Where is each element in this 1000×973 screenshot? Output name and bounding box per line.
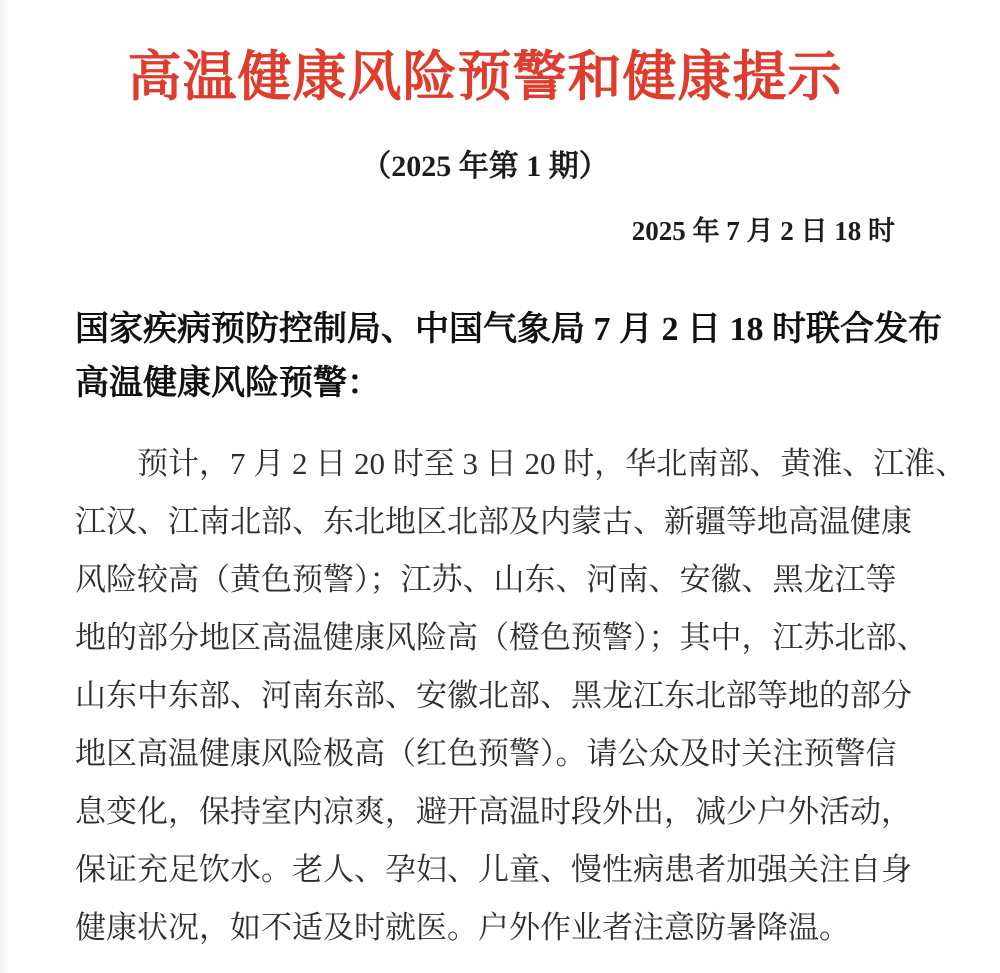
body-line: 保证充足饮水。老人、孕妇、儿童、慢性病患者加强关注自身 xyxy=(75,852,912,887)
heading-line: 高温健康风险预警： xyxy=(75,365,381,402)
issue-number: （2025 年第 1 期） xyxy=(361,150,609,183)
body-line: 江汉、江南北部、东北地区北部及内蒙古、新疆等地高温健康 xyxy=(75,504,912,539)
body-paragraph xyxy=(75,435,967,957)
body-line: 山东中东部、河南东部、安徽北部、黑龙江东北部等地的部分 xyxy=(75,678,912,713)
body-line: 地的部分地区高温健康风险高（橙色预警）；其中，江苏北部、 xyxy=(75,620,928,655)
announcement-heading xyxy=(75,303,942,411)
document-title: 高温健康风险预警和健康提示 xyxy=(127,47,843,107)
body-line: 地区高温健康风险极高（红色预警）。请公众及时关注预警信 xyxy=(75,736,897,771)
body-line: 健康状况，如不适及时就医。户外作业者注意防暑降温。 xyxy=(75,910,850,945)
body-line: 息变化，保持室内凉爽，避开高温时段外出，减少户外活动， xyxy=(75,794,912,829)
body-line: 风险较高（黄色预警）；江苏、山东、河南、安徽、黑龙江等 xyxy=(75,562,897,597)
heading-line: 国家疾病预防控制局、中国气象局 7 月 2 日 18 时联合发布 xyxy=(75,311,942,348)
publish-datetime: 2025 年 7 月 2 日 18 时 xyxy=(631,216,895,246)
body-line: 预计，7 月 2 日 20 时至 3 日 20 时，华北南部、黄淮、江淮、 xyxy=(137,446,967,481)
